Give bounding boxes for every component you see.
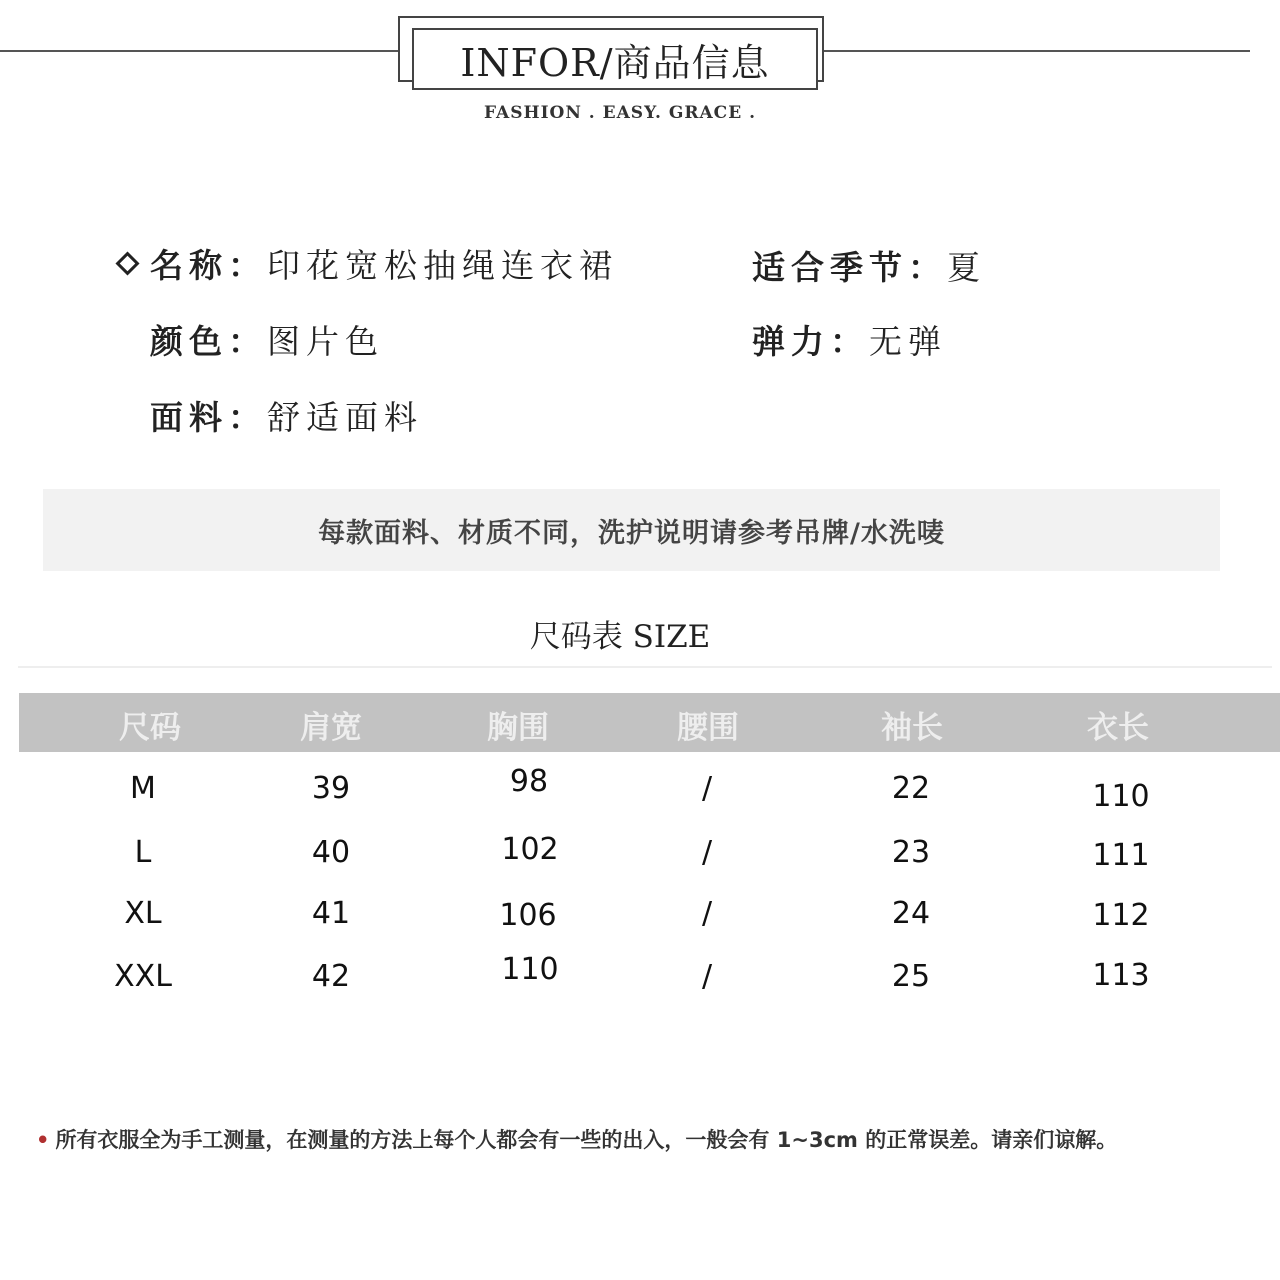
cell-l-sleeve: 23 — [891, 835, 931, 870]
info-elastic — [752, 316, 947, 363]
header-rule-left — [0, 50, 400, 52]
cell-xl-size: XL — [124, 896, 162, 931]
info-elastic-value: 无弹 — [869, 322, 947, 361]
col-header-bust: 胸围 — [487, 710, 549, 746]
cell-xl-sleeve: 24 — [891, 896, 931, 931]
size-title-rule — [18, 666, 1272, 668]
info-elastic-label: 弹力： — [752, 322, 869, 361]
footnote-text: 所有衣服全为手工测量，在测量的方法上每个人都会有一些的出入，一般会有 1~3cm 的正常误差。请亲们谅解。 — [55, 1128, 1118, 1152]
cell-l-waist: / — [701, 835, 713, 870]
col-header-size: 尺码 — [119, 710, 181, 746]
info-name-value: 印花宽松抽绳连衣裙 — [267, 246, 618, 285]
info-name — [150, 240, 618, 287]
info-color — [150, 316, 384, 363]
measurement-footnote — [36, 1124, 1117, 1154]
info-color-value: 图片色 — [267, 322, 384, 361]
cell-m-shoulder: 39 — [311, 771, 351, 806]
diamond-bullet-icon — [115, 251, 139, 275]
cell-xxl-size: XXL — [114, 959, 172, 994]
cell-m-size: M — [130, 771, 156, 806]
cell-xl-shoulder: 41 — [311, 896, 351, 931]
cell-xxl-length: 113 — [1092, 958, 1150, 993]
header-rule-right — [822, 50, 1250, 52]
cell-xxl-sleeve: 25 — [891, 959, 931, 994]
size-table-title: 尺码表 SIZE — [529, 619, 711, 655]
page-title: INFOR/商品信息 — [412, 28, 818, 90]
cell-m-waist: / — [701, 771, 713, 806]
bullet-dot-icon: • — [36, 1128, 50, 1152]
cell-xxl-shoulder: 42 — [311, 959, 351, 994]
cell-l-size: L — [134, 835, 152, 870]
care-note: 每款面料、材质不同，洗护说明请参考吊牌/水洗唛 — [43, 489, 1220, 571]
cell-m-length: 110 — [1092, 779, 1150, 814]
cell-xxl-bust: 110 — [501, 952, 559, 987]
cell-xl-length: 112 — [1092, 898, 1150, 933]
cell-xxl-waist: / — [701, 959, 713, 994]
cell-m-sleeve: 22 — [891, 771, 931, 806]
col-header-shoulder: 肩宽 — [300, 710, 362, 746]
col-header-sleeve: 袖长 — [881, 710, 943, 746]
cell-l-shoulder: 40 — [311, 835, 351, 870]
info-season — [752, 242, 986, 289]
info-fabric-value: 舒适面料 — [267, 398, 423, 437]
cell-xl-waist: / — [701, 896, 713, 931]
info-season-value: 夏 — [947, 248, 986, 287]
cell-l-bust: 102 — [501, 832, 559, 867]
info-season-label: 适合季节： — [752, 248, 947, 287]
info-fabric-label: 面料： — [150, 398, 267, 437]
col-header-length: 衣长 — [1087, 710, 1149, 746]
cell-m-bust: 98 — [509, 764, 549, 799]
col-header-waist: 腰围 — [677, 710, 739, 746]
info-name-label: 名称： — [150, 246, 267, 285]
cell-l-length: 111 — [1092, 838, 1150, 873]
info-color-label: 颜色： — [150, 322, 267, 361]
cell-xl-bust: 106 — [499, 898, 557, 933]
info-fabric — [150, 392, 423, 439]
tagline: FASHION . EASY. GRACE . — [483, 103, 757, 123]
